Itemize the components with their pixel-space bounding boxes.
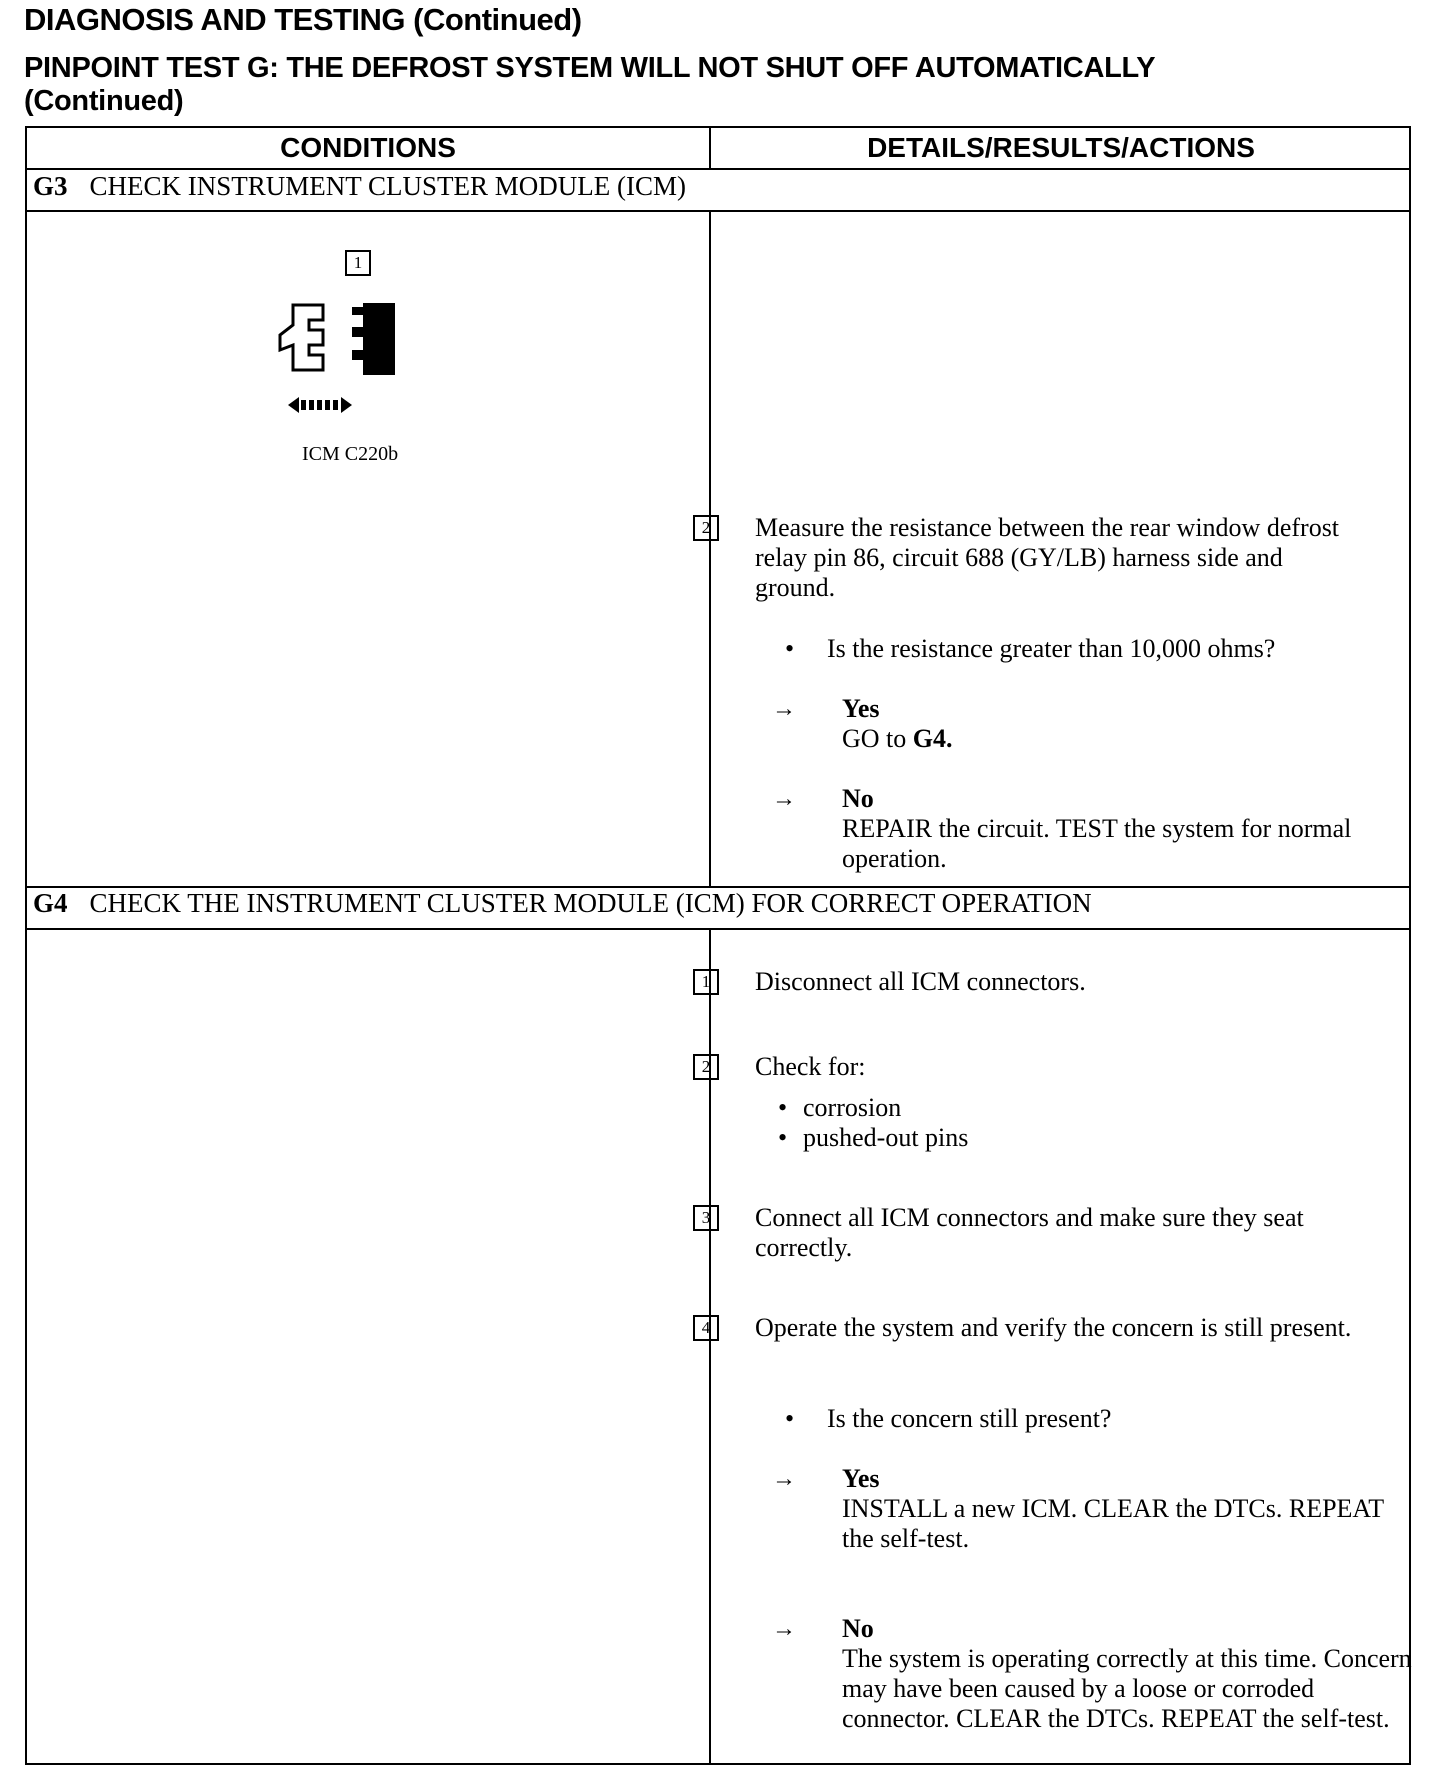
section-title-g4: CHECK THE INSTRUMENT CLUSTER MODULE (ICM) FOR CORRECT OPERATION bbox=[89, 888, 1092, 918]
check-item-bullet: • bbox=[778, 1093, 788, 1122]
check-item: pushed-out pins bbox=[803, 1123, 969, 1152]
details-column-header: DETAILS/RESULTS/ACTIONS bbox=[867, 132, 1255, 163]
g3-no-arrow-icon: → bbox=[772, 786, 796, 812]
g3-yes-action: GO to bbox=[842, 724, 913, 753]
g4-no-result bbox=[842, 1614, 1422, 1734]
g3-no-result bbox=[842, 784, 1402, 874]
page-title: DIAGNOSIS AND TESTING (Continued) bbox=[24, 2, 582, 37]
check-item: corrosion bbox=[803, 1093, 902, 1122]
g4-yes-arrow-icon: → bbox=[772, 1466, 796, 1492]
g4-step-3-number: 3 bbox=[693, 1205, 719, 1231]
section-title-g3: CHECK INSTRUMENT CLUSTER MODULE (ICM) bbox=[89, 171, 687, 201]
g3-header-divider bbox=[27, 210, 1409, 212]
check-item-bullet: • bbox=[778, 1123, 788, 1152]
test-title bbox=[24, 52, 1155, 118]
figure-label: ICM C220b bbox=[302, 443, 399, 465]
g4-yes-label: Yes bbox=[842, 1464, 880, 1493]
g4-step-3-text: Connect all ICM connectors and make sure they seat correctly. bbox=[755, 1203, 1304, 1262]
g4-question-bullet: • bbox=[785, 1404, 795, 1433]
header-divider bbox=[27, 168, 1409, 170]
section-header-g3 bbox=[33, 171, 686, 202]
connector-diagram bbox=[255, 245, 445, 475]
g3-step-2-number: 2 bbox=[693, 515, 719, 541]
g3-yes-target: G4. bbox=[912, 724, 953, 753]
section-id-g4: G4 bbox=[33, 888, 68, 918]
g3-question: Is the resistance greater than 10,000 ohms? bbox=[827, 634, 1276, 663]
g4-step-4-number: 4 bbox=[693, 1315, 719, 1341]
g3-no-label: No bbox=[842, 784, 874, 813]
figure-step-number: 1 bbox=[345, 250, 371, 276]
connector-icon bbox=[255, 245, 445, 445]
g3-yes-result bbox=[842, 694, 1402, 754]
section-id-g3: G3 bbox=[33, 171, 68, 201]
g4-yes-action: INSTALL a new ICM. CLEAR the DTCs. REPEAT the self-test. bbox=[842, 1494, 1384, 1553]
g4-step-1-number: 1 bbox=[693, 969, 719, 995]
g3-no-action: REPAIR the circuit. TEST the system for normal operation. bbox=[842, 814, 1352, 873]
g4-no-label: No bbox=[842, 1614, 874, 1643]
g4-header-divider bbox=[27, 928, 1409, 930]
test-title-line1: PINPOINT TEST G: THE DEFROST SYSTEM WILL NOT SHUT OFF AUTOMATICALLY bbox=[24, 52, 1156, 84]
g4-no-action: The system is operating correctly at this time. Concern may have been caused by a loose or corroded connector. CLEAR the DTCs. REPEAT the self-test. bbox=[842, 1644, 1412, 1733]
g4-no-arrow-icon: → bbox=[772, 1616, 796, 1642]
g4-step-1-text: Disconnect all ICM connectors. bbox=[755, 967, 1086, 996]
g3-yes-arrow-icon: → bbox=[772, 696, 796, 722]
g3-yes-label: Yes bbox=[842, 694, 880, 723]
test-title-line2: (Continued) bbox=[24, 85, 184, 117]
g4-yes-result bbox=[842, 1464, 1402, 1554]
g4-step-2-number: 2 bbox=[693, 1054, 719, 1080]
column-divider-header bbox=[709, 128, 711, 168]
g4-step-4-text: Operate the system and verify the concern is still present. bbox=[755, 1313, 1352, 1342]
conditions-column-header: CONDITIONS bbox=[280, 132, 456, 163]
g3-question-bullet: • bbox=[785, 634, 795, 663]
column-divider-g3 bbox=[709, 210, 711, 886]
section-header-g4 bbox=[33, 888, 1092, 919]
g4-question: Is the concern still present? bbox=[827, 1404, 1112, 1433]
g3-step-2-text: Measure the resistance between the rear window defrost relay pin 86, circuit 688 (GY/LB) harness side and ground. bbox=[755, 513, 1340, 602]
g4-step-2-text: Check for: bbox=[755, 1052, 866, 1081]
